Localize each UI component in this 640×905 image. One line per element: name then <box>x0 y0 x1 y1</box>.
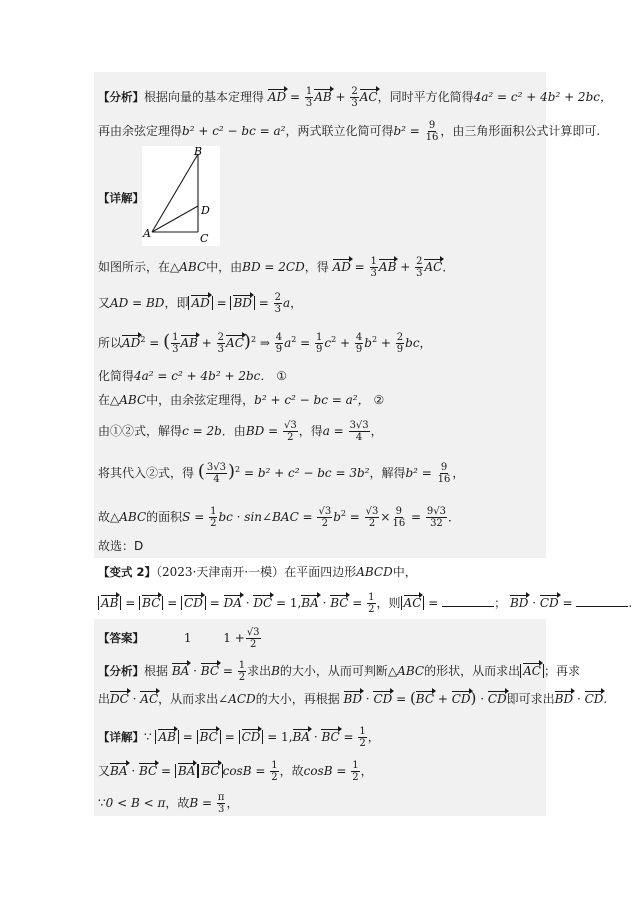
analysis-text: ，同时平方化简得 <box>377 90 474 104</box>
detail-line-2: 又AD = BD，即 AD = BD = $\frac{2}{3}$ a， <box>98 292 303 315</box>
fraction: $\frac{1}{3}$ <box>172 332 179 355</box>
fraction: $\frac{1}{3}$ <box>305 86 313 109</box>
text: 求出 <box>247 664 272 678</box>
answer-choice: 故选：D <box>98 539 144 553</box>
analysis-line-2: 再由余弦定理得b² + c² − bc = a²，两式联立化简可得b² = $\frac{9}{16}$ ，由三角形面积公式计算即可. <box>98 120 601 143</box>
vec-AC: AC <box>424 260 443 274</box>
equation: BD = 2CD <box>242 260 305 274</box>
equation: b² = <box>405 466 432 480</box>
text: 在平面四边形 <box>284 565 357 579</box>
abs-vec-BC: BC <box>139 596 163 610</box>
triangle-symbol: △ABC <box>387 664 425 678</box>
equation: bc · sin∠BAC = <box>218 510 313 524</box>
vec-AB: AB <box>378 260 397 274</box>
fraction: $\frac{√3}{2}$ <box>365 506 379 529</box>
text: 中，由余弦定理得， <box>146 393 255 407</box>
equation: cosB = <box>222 764 266 778</box>
fraction: $\frac{2}{3}$ <box>416 256 423 279</box>
text: 的面积 <box>146 510 183 524</box>
fraction: $\frac{2}{3}$ <box>274 292 281 315</box>
text: 即可求出 <box>506 692 555 706</box>
equation: cosB = <box>303 764 347 778</box>
answer-line <box>98 627 262 650</box>
equation: BD = <box>245 424 279 438</box>
equation: B = <box>189 796 213 810</box>
vec-AC: AC <box>359 90 378 104</box>
analysis-text: ，两式联立化简可得 <box>285 124 394 138</box>
text: ，即 <box>164 296 189 310</box>
fraction: $\frac{1}{2}$ <box>271 760 278 783</box>
text: 又 <box>98 764 111 778</box>
abs-vec-AB: AB <box>98 596 121 610</box>
fraction: $\frac{1}{2}$ <box>352 760 359 783</box>
answer-label: 【答案】 <box>98 631 144 645</box>
text: ∵ <box>144 730 152 744</box>
text: 由 <box>98 424 111 438</box>
circled-two: ② <box>146 466 159 480</box>
text: ； <box>494 596 507 610</box>
equation: AD = BD <box>110 296 165 310</box>
text: 所以 <box>98 336 123 350</box>
fraction: $\frac{1}{2}$ <box>238 660 246 683</box>
label-B: B <box>194 146 203 158</box>
detail-line-8: 故△ABC的面积S = $\frac{1}{2}$ bc · sin∠BAC = $\frac{√3}{2}$ $b^2$ = $\frac{√3}{2}$ × $\frac{9}{16}$ = $\frac{9√3}{32}$ ． <box>98 506 460 529</box>
quad-name: ABCD <box>356 565 393 579</box>
fraction: $\frac{2}{3}$ <box>351 86 358 109</box>
analysis-text: 根据向量的基本定理得 <box>144 90 265 104</box>
fraction: $\frac{1}{2}$ <box>210 506 217 529</box>
fraction: $\frac{1}{3}$ <box>370 256 377 279</box>
text: ，得 <box>298 424 323 438</box>
detail-label: 【详解】 <box>98 191 144 205</box>
question-label: 【变式 2】 <box>98 565 157 579</box>
vec-AD: AD <box>332 260 351 274</box>
text: ．由 <box>221 424 246 438</box>
variable: B <box>271 664 280 678</box>
fraction: $\frac{9}{16}$ <box>392 506 406 529</box>
fraction: $\frac{1}{9}$ <box>316 332 323 355</box>
detail-line-5 <box>98 392 384 408</box>
equation: 0 < B < π <box>105 796 166 810</box>
text: 式，解得 <box>134 424 183 438</box>
triangle-figure <box>142 146 220 246</box>
text: ；再求 <box>543 664 580 678</box>
abs-vec-AD: AD <box>188 296 212 310</box>
triangle-diagram <box>142 146 220 246</box>
analysis-text: ，由三角形面积公式计算即可. <box>440 124 601 138</box>
text: ∵ <box>98 796 106 810</box>
vec-AB: AB <box>314 90 332 104</box>
text: 化简得 <box>98 369 135 383</box>
circled-one: ① <box>276 369 287 383</box>
text: 的大小，再根据 <box>255 692 340 706</box>
detail-line-7: 将其代入②式，得 ( $\frac{3√3}{4}$ )$^2$ = b² + c² − bc = 3b²，解得b² = $\frac{9}{16}$ ， <box>98 461 465 485</box>
analysis-label: 【分析】 <box>98 664 144 678</box>
fraction: $\frac{\pi}{3}$ <box>217 792 225 815</box>
question-line-2: AB = BC = CD = DA · DC = 1,BA · BC = $\frac{1}{2}$ ，则 AC = ； BD · CD = . <box>98 592 632 615</box>
text: ，故 <box>165 796 190 810</box>
fraction: $\frac{1}{2}$ <box>359 726 366 749</box>
analysis-line-1: 【分析】根据向量的基本定理得 AD = $\frac{1}{3}$ AB + $\frac{2}{3}$ AC，同时平方化简得4a² = c² + 4b² + 2bc， <box>98 86 612 109</box>
question-line-1 <box>98 564 417 580</box>
fraction: $\frac{1}{2}$ <box>368 592 375 615</box>
fraction: $\frac{3√3}{4}$ <box>349 420 369 443</box>
fraction: $\frac{3√3}{4}$ <box>206 462 227 485</box>
detail-line-4 <box>98 368 287 384</box>
text: ，则 <box>376 596 401 610</box>
fraction: $\frac{4}{9}$ <box>275 332 283 355</box>
s2-detail-line-2: 又BA · BC = BA BC cosB = $\frac{1}{2}$ ，故cosB = $\frac{1}{2}$ ， <box>98 760 373 783</box>
label-A: A <box>143 227 151 240</box>
text: ，解得 <box>369 466 406 480</box>
circled-one: ① <box>110 424 123 438</box>
triangle-symbol: △ABC <box>110 510 147 524</box>
triangle-symbol: △ABC <box>110 393 147 407</box>
fraction: $\frac{4}{9}$ <box>355 332 363 355</box>
vec-AD: AD <box>122 336 141 350</box>
equation: 4a² = c² + 4b² + 2bc． <box>134 369 273 383</box>
equation: S = <box>182 510 205 524</box>
s2-analysis-line-1: 【分析】根据 BA · BC = $\frac{1}{2}$ 求出B的大小，从而可判断△ABC的形状，从而求出 AC ；再求 <box>98 660 580 683</box>
analysis-label: 【分析】 <box>98 90 144 104</box>
text: 在 <box>98 393 111 407</box>
text: 将其代入 <box>98 466 147 480</box>
fraction: $\frac{9}{16}$ <box>425 120 439 143</box>
equation: c = 2b <box>182 424 222 438</box>
s2-analysis-line-2: 出DC · AC，从而求出∠ACD的大小，再根据 BD · CD = (BC + CD) · CD即可求出BD · CD. <box>98 689 608 707</box>
angle: ∠ACD <box>218 692 256 706</box>
detail-label: 【详解】 <box>98 730 144 744</box>
abs-vec-BD: BD <box>230 296 254 310</box>
text: 的大小，从而可判断 <box>279 664 388 678</box>
analysis-text: 再由余弦定理得 <box>98 124 183 138</box>
fraction: $\frac{9}{16}$ <box>437 462 451 485</box>
text: ，故 <box>279 764 304 778</box>
text: 中， <box>392 565 417 579</box>
fraction: $\frac{9√3}{32}$ <box>426 506 446 529</box>
circled-two: ② <box>373 393 385 407</box>
equation: b² + c² − bc = a²， <box>254 393 370 407</box>
equation: = b² + c² − bc = 3b² <box>243 466 370 480</box>
fraction: $\frac{√3}{2}$ <box>283 420 297 443</box>
text: 如图所示，在 <box>98 260 171 274</box>
fraction: $\frac{2}{9}$ <box>396 332 404 355</box>
triangle-symbol: △ABC <box>170 260 207 274</box>
detail-line-9 <box>98 538 143 554</box>
s2-detail-line-3: ∵0 < B < π，故B = $\frac{\pi}{3}$ ， <box>98 792 239 815</box>
text: 根据 <box>144 664 169 678</box>
answer-blank-1[interactable] <box>442 596 494 607</box>
solution-block-1 <box>94 72 546 558</box>
question-source: （2023·天津南开·一模） <box>156 565 285 579</box>
text: 又 <box>98 296 111 310</box>
answer-blank-2[interactable] <box>576 596 628 607</box>
label-C: C <box>200 232 209 245</box>
text: 中，由 <box>206 260 243 274</box>
text: 的形状，从而求出 <box>424 664 521 678</box>
text: 式，得 <box>158 466 195 480</box>
circled-two: ② <box>122 424 135 438</box>
detail-line-3: 所以$AD^2$ = ( $\frac{1}{3}$ AB + $\frac{2}{3}$ AC)$^2$ ⇒ $\frac{4}{9}$ $a^2$ = $\frac{1}{9}$ $c^2$ + $\frac{4}{9}$ $b^2$ + $\frac{2}{9}$ bc， <box>98 331 432 355</box>
abs-vec-AC: AC <box>401 596 425 610</box>
detail-label-line <box>98 190 144 206</box>
label-D: D <box>201 204 210 217</box>
answer-1: 1 <box>183 631 192 645</box>
detail-line-6: 由①②式，解得c = 2b．由BD = $\frac{√3}{2}$ ，得a = $\frac{3√3}{4}$ ， <box>98 420 383 443</box>
text: ，得 <box>304 260 329 274</box>
answer-2: 1 + <box>223 631 245 645</box>
fraction: $\frac{2}{3}$ <box>217 332 225 355</box>
text: ，从而求出 <box>158 692 219 706</box>
text: 出 <box>98 692 111 706</box>
equation: b² + c² − bc = a² <box>182 124 286 138</box>
fraction: $\frac{√3}{2}$ <box>246 627 260 650</box>
fraction: $\frac{√3}{2}$ <box>318 506 332 529</box>
abs-vec-CD: CD <box>181 596 206 610</box>
equation: 4a² = c² + 4b² + 2bc， <box>473 90 612 104</box>
text: 故 <box>98 510 111 524</box>
equation: a = <box>322 424 344 438</box>
s2-detail-line-1: 【详解】∵ AB = BC = CD = 1,BA · BC = $\frac{1}{2}$ ， <box>98 726 380 749</box>
detail-line-1: 如图所示，在△ABC中，由BD = 2CD，得 AD = $\frac{1}{3}$ AB + $\frac{2}{3}$ AC． <box>98 256 455 279</box>
vec-AD: AD <box>267 90 287 104</box>
